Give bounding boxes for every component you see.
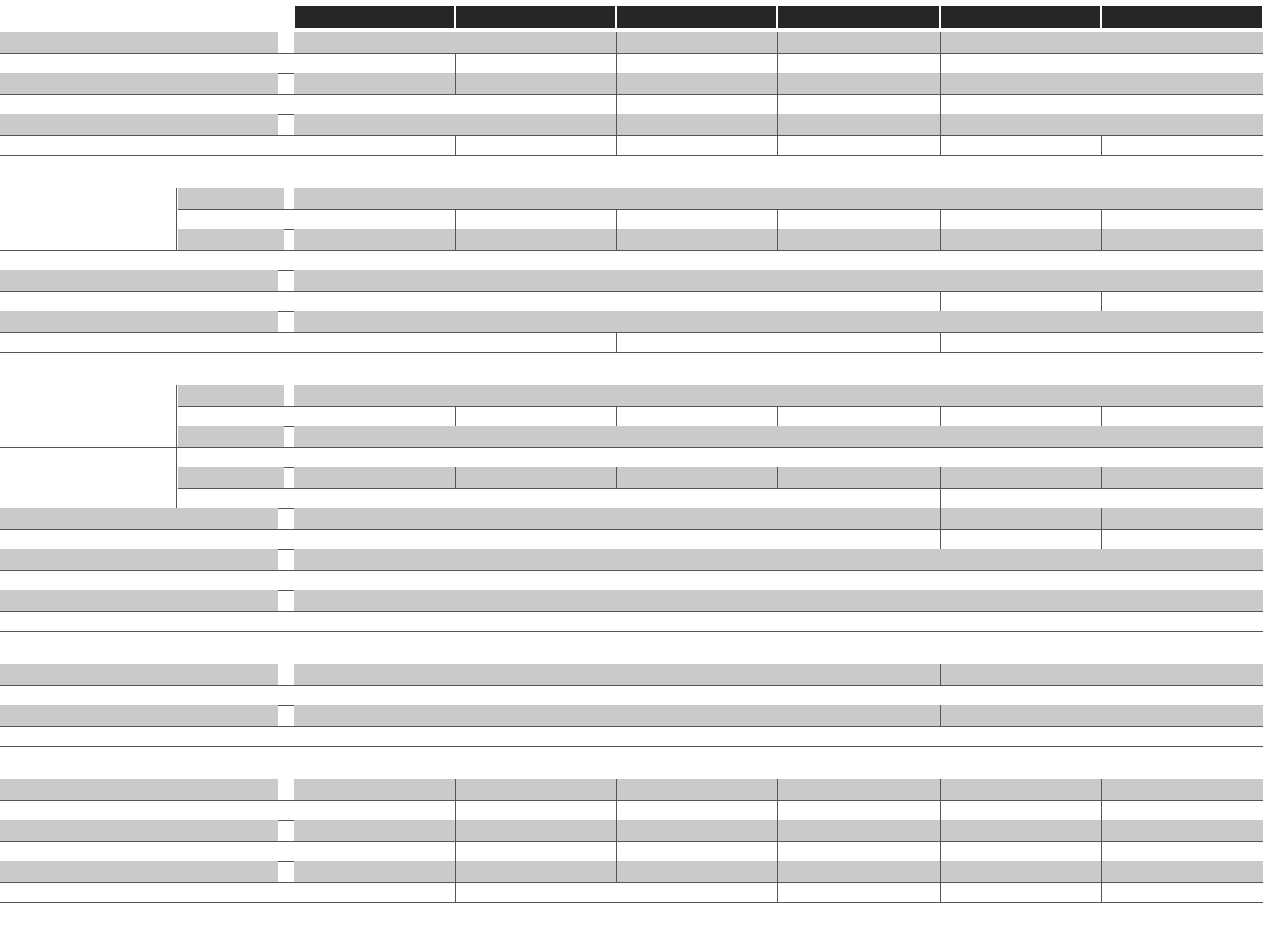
unit bbox=[234, 385, 284, 406]
column-divider bbox=[777, 882, 778, 903]
value-cell bbox=[294, 820, 455, 841]
unit bbox=[218, 53, 278, 74]
value-cell bbox=[940, 406, 1101, 427]
value-cell bbox=[616, 467, 777, 488]
value-cell bbox=[616, 73, 777, 94]
column-divider bbox=[455, 841, 456, 862]
column-divider bbox=[176, 385, 177, 447]
value-cell bbox=[777, 467, 940, 488]
column-divider bbox=[1101, 779, 1102, 800]
value-cell bbox=[940, 529, 1101, 550]
column-divider bbox=[1101, 467, 1102, 488]
row-label bbox=[0, 508, 218, 529]
column-divider bbox=[940, 705, 941, 726]
value-cell bbox=[940, 664, 1263, 685]
value-cell bbox=[940, 467, 1101, 488]
column-divider bbox=[455, 209, 456, 230]
value-cell bbox=[940, 94, 1263, 115]
column-divider bbox=[940, 800, 941, 821]
value-cell bbox=[455, 73, 616, 94]
value-cell bbox=[294, 229, 455, 250]
value-cell bbox=[616, 209, 777, 230]
unit bbox=[218, 726, 278, 747]
row-label bbox=[0, 311, 218, 332]
value-cell bbox=[777, 73, 940, 94]
row-label bbox=[0, 611, 218, 632]
column-divider bbox=[940, 291, 941, 312]
value-cell bbox=[777, 861, 940, 882]
value-cell bbox=[294, 32, 616, 53]
value-cell bbox=[294, 590, 1263, 611]
value-cell bbox=[616, 32, 777, 53]
value-cell bbox=[940, 841, 1101, 862]
unit bbox=[218, 800, 278, 821]
value-cell bbox=[1101, 209, 1263, 230]
column-divider bbox=[455, 467, 456, 488]
column-divider bbox=[940, 779, 941, 800]
row-label bbox=[0, 332, 218, 353]
value-cell bbox=[455, 882, 777, 903]
model-header bbox=[456, 6, 615, 28]
column-divider bbox=[777, 861, 778, 882]
column-divider bbox=[940, 73, 941, 94]
column-divider bbox=[1101, 820, 1102, 841]
unit bbox=[218, 529, 278, 550]
row-label bbox=[0, 94, 218, 115]
value-cell bbox=[294, 705, 940, 726]
row-label bbox=[0, 820, 218, 841]
value-cell bbox=[294, 291, 940, 312]
model-header bbox=[617, 6, 776, 28]
row-label bbox=[0, 250, 218, 271]
unit bbox=[234, 209, 284, 230]
value-cell bbox=[294, 611, 1263, 632]
value-cell bbox=[294, 406, 455, 427]
column-divider bbox=[455, 820, 456, 841]
value-cell bbox=[294, 447, 1263, 468]
column-divider bbox=[616, 820, 617, 841]
value-cell bbox=[294, 250, 1263, 271]
column-divider bbox=[1101, 406, 1102, 427]
row-label bbox=[0, 529, 218, 550]
value-cell bbox=[1101, 229, 1263, 250]
value-cell bbox=[777, 32, 940, 53]
unit bbox=[234, 488, 284, 509]
column-divider bbox=[777, 406, 778, 427]
unit bbox=[234, 188, 284, 209]
value-cell bbox=[294, 209, 455, 230]
column-divider bbox=[940, 508, 941, 529]
column-divider bbox=[940, 529, 941, 550]
value-cell bbox=[777, 841, 940, 862]
column-divider bbox=[1101, 291, 1102, 312]
unit bbox=[234, 229, 284, 250]
value-cell bbox=[1101, 508, 1263, 529]
value-cell bbox=[455, 779, 616, 800]
column-divider bbox=[940, 882, 941, 903]
value-cell bbox=[616, 332, 940, 353]
value-cell bbox=[1101, 467, 1263, 488]
model-header bbox=[295, 6, 454, 28]
column-divider bbox=[176, 188, 177, 250]
unit bbox=[218, 332, 278, 353]
unit bbox=[218, 841, 278, 862]
value-cell bbox=[294, 800, 455, 821]
row-divider bbox=[0, 746, 1263, 747]
value-cell bbox=[777, 53, 940, 74]
group-label bbox=[0, 385, 150, 447]
value-cell bbox=[616, 820, 777, 841]
column-divider bbox=[616, 467, 617, 488]
value-cell bbox=[294, 73, 455, 94]
unit bbox=[218, 705, 278, 726]
value-cell bbox=[1101, 861, 1263, 882]
value-cell bbox=[1101, 882, 1263, 903]
column-divider bbox=[455, 229, 456, 250]
value-cell bbox=[777, 94, 940, 115]
value-cell bbox=[294, 53, 455, 74]
value-cell bbox=[616, 861, 777, 882]
value-cell bbox=[294, 664, 940, 685]
unit bbox=[218, 664, 278, 685]
unit bbox=[218, 685, 278, 706]
column-divider bbox=[777, 73, 778, 94]
value-cell bbox=[940, 32, 1263, 53]
column-divider bbox=[940, 861, 941, 882]
column-divider bbox=[940, 32, 941, 53]
value-cell bbox=[455, 209, 616, 230]
value-cell bbox=[616, 779, 777, 800]
unit bbox=[218, 549, 278, 570]
row-divider bbox=[0, 631, 1263, 632]
value-cell bbox=[294, 114, 616, 135]
row-label bbox=[0, 800, 218, 821]
section-title bbox=[0, 8, 290, 26]
unit bbox=[218, 882, 278, 903]
column-divider bbox=[616, 800, 617, 821]
row-label bbox=[0, 73, 218, 94]
value-cell bbox=[1101, 529, 1263, 550]
value-cell bbox=[777, 135, 940, 156]
column-divider bbox=[176, 447, 177, 509]
row-label bbox=[0, 590, 218, 611]
column-divider bbox=[940, 467, 941, 488]
value-cell bbox=[940, 291, 1101, 312]
column-divider bbox=[777, 841, 778, 862]
column-divider bbox=[616, 861, 617, 882]
value-cell bbox=[294, 94, 616, 115]
column-divider bbox=[1101, 841, 1102, 862]
row-label bbox=[0, 705, 218, 726]
value-cell bbox=[616, 229, 777, 250]
column-divider bbox=[1101, 229, 1102, 250]
value-cell bbox=[1101, 135, 1263, 156]
value-cell bbox=[455, 861, 616, 882]
column-divider bbox=[777, 229, 778, 250]
value-cell bbox=[294, 188, 1263, 209]
value-cell bbox=[294, 385, 1263, 406]
column-divider bbox=[940, 841, 941, 862]
column-divider bbox=[455, 73, 456, 94]
row-label bbox=[0, 114, 218, 135]
value-cell bbox=[940, 508, 1101, 529]
column-divider bbox=[940, 664, 941, 685]
column-divider bbox=[616, 406, 617, 427]
value-cell bbox=[777, 882, 940, 903]
column-divider bbox=[777, 467, 778, 488]
column-divider bbox=[616, 332, 617, 353]
unit bbox=[218, 114, 278, 135]
value-cell bbox=[294, 311, 1263, 332]
value-cell bbox=[455, 135, 616, 156]
column-divider bbox=[1101, 800, 1102, 821]
section-title bbox=[0, 758, 290, 776]
value-cell bbox=[1101, 841, 1263, 862]
section-title bbox=[0, 643, 290, 661]
value-cell bbox=[294, 726, 940, 747]
column-divider bbox=[940, 820, 941, 841]
column-divider bbox=[940, 229, 941, 250]
row-label bbox=[0, 270, 218, 291]
column-divider bbox=[455, 800, 456, 821]
unit bbox=[218, 73, 278, 94]
column-divider bbox=[616, 53, 617, 74]
value-cell bbox=[294, 861, 455, 882]
value-cell bbox=[940, 114, 1263, 135]
column-divider bbox=[616, 135, 617, 156]
column-divider bbox=[777, 209, 778, 230]
unit bbox=[218, 94, 278, 115]
column-divider bbox=[940, 114, 941, 135]
value-cell bbox=[777, 800, 940, 821]
value-cell bbox=[616, 135, 777, 156]
row-label bbox=[0, 135, 218, 156]
unit bbox=[218, 291, 278, 312]
unit bbox=[218, 570, 278, 591]
row-label bbox=[0, 570, 218, 591]
unit bbox=[218, 590, 278, 611]
unit bbox=[218, 32, 278, 53]
value-cell bbox=[294, 508, 940, 529]
value-cell bbox=[616, 53, 777, 74]
column-divider bbox=[940, 94, 941, 115]
model-header bbox=[941, 6, 1100, 28]
unit bbox=[218, 820, 278, 841]
column-divider bbox=[940, 488, 941, 509]
column-divider bbox=[940, 135, 941, 156]
value-cell bbox=[940, 488, 1263, 509]
column-divider bbox=[616, 229, 617, 250]
model-header bbox=[778, 6, 939, 28]
column-divider bbox=[455, 779, 456, 800]
column-divider bbox=[777, 114, 778, 135]
row-label bbox=[0, 32, 218, 53]
column-divider bbox=[616, 73, 617, 94]
row-label bbox=[0, 841, 218, 862]
group-label bbox=[0, 188, 150, 250]
value-cell bbox=[940, 332, 1263, 353]
value-cell bbox=[294, 549, 1263, 570]
column-divider bbox=[1101, 861, 1102, 882]
column-divider bbox=[455, 861, 456, 882]
value-cell bbox=[616, 94, 777, 115]
row-label bbox=[0, 549, 218, 570]
unit bbox=[234, 467, 284, 488]
group-label bbox=[0, 447, 150, 509]
column-divider bbox=[1101, 882, 1102, 903]
unit bbox=[234, 426, 284, 447]
column-divider bbox=[455, 882, 456, 903]
value-cell bbox=[940, 861, 1101, 882]
unit bbox=[234, 406, 284, 427]
unit bbox=[218, 611, 278, 632]
value-cell bbox=[940, 882, 1101, 903]
column-divider bbox=[940, 332, 941, 353]
value-cell bbox=[616, 841, 777, 862]
column-divider bbox=[616, 841, 617, 862]
value-cell bbox=[294, 426, 1263, 447]
value-cell bbox=[294, 332, 616, 353]
row-label bbox=[0, 861, 218, 882]
unit bbox=[218, 779, 278, 800]
value-cell bbox=[1101, 406, 1263, 427]
row-divider bbox=[0, 352, 1263, 353]
value-cell bbox=[294, 882, 455, 903]
row-label bbox=[0, 779, 218, 800]
column-divider bbox=[1101, 529, 1102, 550]
column-divider bbox=[940, 53, 941, 74]
column-divider bbox=[777, 779, 778, 800]
value-cell bbox=[616, 800, 777, 821]
model-header bbox=[1102, 6, 1262, 28]
column-divider bbox=[777, 53, 778, 74]
value-cell bbox=[294, 529, 940, 550]
column-divider bbox=[940, 209, 941, 230]
value-cell bbox=[616, 406, 777, 427]
value-cell bbox=[777, 406, 940, 427]
row-label bbox=[0, 664, 218, 685]
column-divider bbox=[777, 820, 778, 841]
value-cell bbox=[940, 800, 1101, 821]
column-divider bbox=[455, 135, 456, 156]
section-title bbox=[0, 364, 290, 382]
column-divider bbox=[455, 53, 456, 74]
value-cell bbox=[294, 467, 455, 488]
unit bbox=[218, 135, 278, 156]
column-divider bbox=[940, 406, 941, 427]
value-cell bbox=[1101, 291, 1263, 312]
row-label bbox=[0, 685, 218, 706]
value-cell bbox=[777, 114, 940, 135]
row-divider bbox=[0, 902, 1263, 903]
column-divider bbox=[616, 209, 617, 230]
unit bbox=[218, 270, 278, 291]
value-cell bbox=[455, 406, 616, 427]
unit bbox=[218, 508, 278, 529]
column-divider bbox=[616, 779, 617, 800]
column-divider bbox=[616, 32, 617, 53]
value-cell bbox=[294, 779, 455, 800]
value-cell bbox=[1101, 800, 1263, 821]
row-label bbox=[0, 53, 218, 74]
column-divider bbox=[455, 406, 456, 427]
row-label bbox=[0, 882, 218, 903]
column-divider bbox=[1101, 209, 1102, 230]
column-divider bbox=[777, 32, 778, 53]
value-cell bbox=[1101, 820, 1263, 841]
column-divider bbox=[777, 800, 778, 821]
value-cell bbox=[940, 53, 1263, 74]
section-title bbox=[0, 167, 290, 185]
value-cell bbox=[294, 488, 940, 509]
unit bbox=[218, 250, 278, 271]
column-divider bbox=[1101, 508, 1102, 529]
value-cell bbox=[1101, 779, 1263, 800]
unit bbox=[218, 311, 278, 332]
value-cell bbox=[940, 705, 1263, 726]
column-divider bbox=[616, 114, 617, 135]
unit bbox=[234, 447, 284, 468]
value-cell bbox=[294, 270, 1263, 291]
value-cell bbox=[455, 53, 616, 74]
value-cell bbox=[616, 114, 777, 135]
column-divider bbox=[777, 94, 778, 115]
value-cell bbox=[455, 467, 616, 488]
value-cell bbox=[777, 209, 940, 230]
column-divider bbox=[777, 135, 778, 156]
value-cell bbox=[455, 229, 616, 250]
row-divider bbox=[0, 155, 1263, 156]
column-divider bbox=[616, 94, 617, 115]
value-cell bbox=[940, 209, 1101, 230]
value-cell bbox=[940, 135, 1101, 156]
value-cell bbox=[940, 229, 1101, 250]
value-cell bbox=[294, 841, 455, 862]
value-cell bbox=[940, 820, 1101, 841]
unit bbox=[218, 861, 278, 882]
value-cell bbox=[294, 135, 455, 156]
value-cell bbox=[455, 820, 616, 841]
value-cell bbox=[294, 570, 1263, 591]
value-cell bbox=[455, 841, 616, 862]
row-label bbox=[0, 726, 218, 747]
value-cell bbox=[940, 779, 1101, 800]
value-cell bbox=[777, 779, 940, 800]
column-divider bbox=[1101, 135, 1102, 156]
value-cell bbox=[455, 800, 616, 821]
value-cell bbox=[777, 229, 940, 250]
value-cell bbox=[940, 73, 1263, 94]
value-cell bbox=[294, 685, 940, 706]
value-cell bbox=[777, 820, 940, 841]
row-label bbox=[0, 291, 218, 312]
